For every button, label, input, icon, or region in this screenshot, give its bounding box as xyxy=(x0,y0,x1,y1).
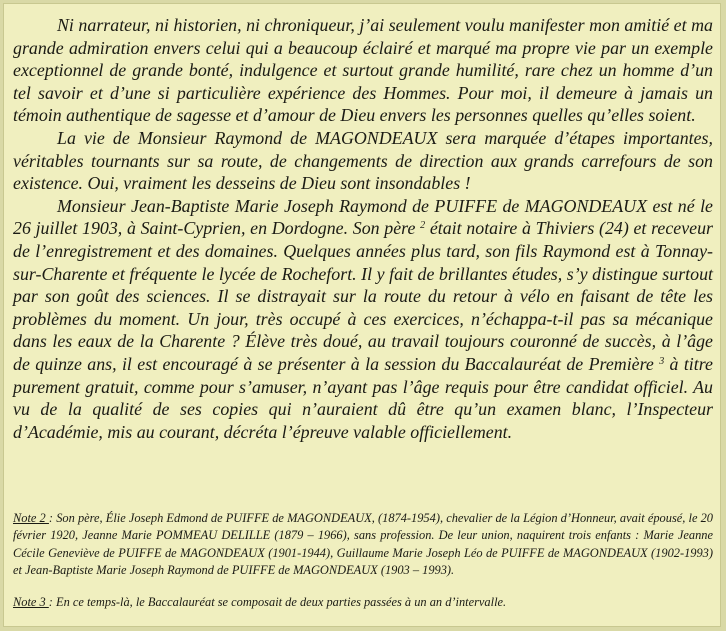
paragraph-intro: Ni narrateur, ni historien, ni chroniqueur, j’ai seulement voulu manifester mon amitié et ma grande admiration envers celui qui a beaucoup éclairé et marqué ma propre vie par un exemple exceptionnel de grande bonté, indulgence et surtout grande humilité, rare chez un homme d’un tel savoir et d’une si particulière expérience des Hommes. Pour moi, il demeure à jamais un témoin authentique de sagesse et d’amour de Dieu envers les personnes quelles qu’elles soient. xyxy=(13,15,713,126)
footnotes xyxy=(13,510,713,611)
document-page xyxy=(3,3,721,627)
main-text xyxy=(13,14,713,443)
note-2-label: Note 2 xyxy=(13,511,49,525)
paragraph-biography xyxy=(13,195,713,444)
biography-part-3: à titre purement gratuit, comme pour s’amuser, n’ayant pas l’âge requis pour être candidat officiel. Au vu de la qualité de ses copies qui n’auraient dû être qu’un examen blanc, l’Inspecteur d’Académie, mis au courant, décréta l’épreuve valable officiellement. xyxy=(13,353,713,442)
note-3-label: Note 3 xyxy=(13,594,49,609)
note-2 xyxy=(13,510,713,580)
footnote-ref-2: 2 xyxy=(420,220,426,232)
paragraph-life: La vie de Monsieur Raymond de MAGONDEAUX sera marquée d’étapes importantes, véritables tournants sur sa route, de changements de direction aux grands carrefours de son existence. Oui, vraiment les desseins de Dieu sont insondables ! xyxy=(13,127,713,194)
note-2-text: : Son père, Élie Joseph Edmond de PUIFFE de MAGONDEAUX, (1874-1954), chevalier de la Légion d’Honneur, avait épousé, le 20 février 1920, Jeanne Marie POMMEAU DELILLE (1879 – 1966), sans profession. De leur union, naquirent trois enfants : Marie Jeanne Cécile Geneviève de PUIFFE de MAGONDEAUX (1901-1944), Guillaume Marie Joseph Léo de PUIFFE de MAGONDEAUX (1902-1993) et Jean-Baptiste Marie Joseph Raymond de PUIFFE de MAGONDEAUX (1903 – 1993). xyxy=(13,511,714,578)
biography-part-1: Monsieur Jean-Baptiste Marie Joseph Raymond de PUIFFE de MAGONDEAUX est né le 26 juillet 1903, à Saint-Cyprien, en Dordogne. Son père xyxy=(13,195,713,239)
note-3-text: : En ce temps-là, le Baccalauréat se composait de deux parties passées à un an d’intervalle. xyxy=(48,594,507,609)
footnote-ref-3: 3 xyxy=(659,355,665,367)
biography-part-2: était notaire à Thiviers (24) et receveur de l’enregistrement et des domaines. Quelques années plus tard, son fils Raymond est à Tonnay-sur-Charente et fréquente le lycée de Rochefort. Il y fait de brillantes études, s’y distingue surtout par son goût des sciences. Il se distrayait sur la route du retour à vélo en faisant de tête les problèmes du moment. Un jour, très occupé à ces exercices, n’échappa-t-il pas sa mécanique dans les eaux de la Charente ? Élève très doué, au travail toujours couronné de succès, à l’âge de quinze ans, il est encouragé à se présenter à la session du Baccalauréat de Première xyxy=(13,218,713,374)
note-3 xyxy=(13,594,713,611)
